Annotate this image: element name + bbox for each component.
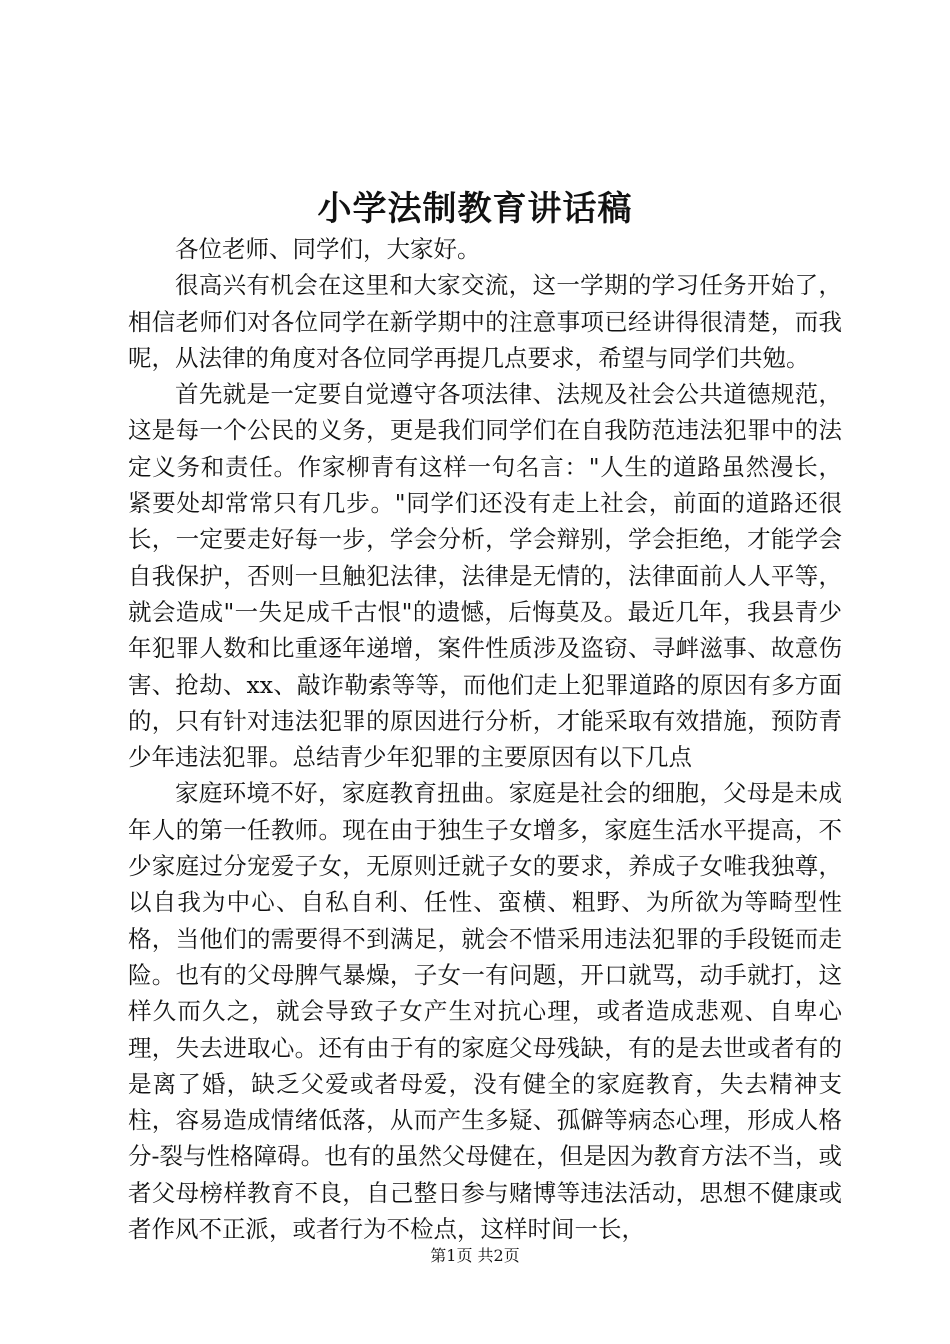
body-paragraph-introduction: 很高兴有机会在这里和大家交流，这一学期的学习任务开始了，相信老师们对各位同学在新学期中的注意事项已经讲得很清楚，而我呢，从法律的角度对各位同学再提几点要求，希望与同学们共勉。	[128, 271, 842, 372]
document-title: 小学法制教育讲话稿	[317, 189, 633, 229]
body-paragraph-greeting: 各位老师、同学们，大家好。	[175, 235, 481, 263]
body-paragraph-family-environment: 家庭环境不好，家庭教育扭曲。家庭是社会的细胞，父母是未成年人的第一任教师。现在由于独生子女增多，家庭生活水平提高，不少家庭过分宠爱子女，无原则迁就子女的要求，养成子女唯我独尊，以自我为中心、自私自利、任性、蛮横、粗野、为所欲为等畸型性格，当他们的需要得不到满足，就会不惜采用违法犯罪的手段铤而走险。也有的父母脾气暴燥，子女一有问题，开口就骂，动手就打，这样久而久之，就会导致子女产生对抗心理，或者造成悲观、自卑心理，失去进取心。还有由于有的家庭父母残缺，有的是去世或者有的是离了婚，缺乏父爱或者母爱，没有健全的家庭教育，失去精神支柱，容易造成情绪低落，从而产生多疑、孤僻等病态心理，形成人格分-裂与性格障碍。也有的虽然父母健在，但是因为教育方法不当，或者父母榜样教育不良，自己整日参与赌博等违法活动，思想不健康或者作风不正派，或者行为不检点，这样时间一长，	[128, 779, 842, 1244]
page-number-footer: 第1页 共2页	[430, 1246, 520, 1265]
body-paragraph-obey-law: 首先就是一定要自觉遵守各项法律、法规及社会公共道德规范，这是每一个公民的义务，更是我们同学们在自我防范违法犯罪中的法定义务和责任。作家柳青有这样一句名言："人生的道路虽然漫长，紧要处却常常只有几步。"同学们还没有走上社会，前面的道路还很长，一定要走好每一步，学会分析，学会辩别，学会拒绝，才能学会自我保护，否则一旦触犯法律，法律是无情的，法律面前人人平等，就会造成"一失足成千古恨"的遗憾，后悔莫及。最近几年，我县青少年犯罪人数和比重逐年递增，案件性质涉及盗窃、寻衅滋事、故意伤害、抢劫、xx、敲诈勒索等等，而他们走上犯罪道路的原因有多方面的，只有针对违法犯罪的原因进行分析，才能采取有效措施，预防青少年违法犯罪。总结青少年犯罪的主要原因有以下几点	[128, 380, 842, 772]
document-body	[128, 231, 842, 1247]
